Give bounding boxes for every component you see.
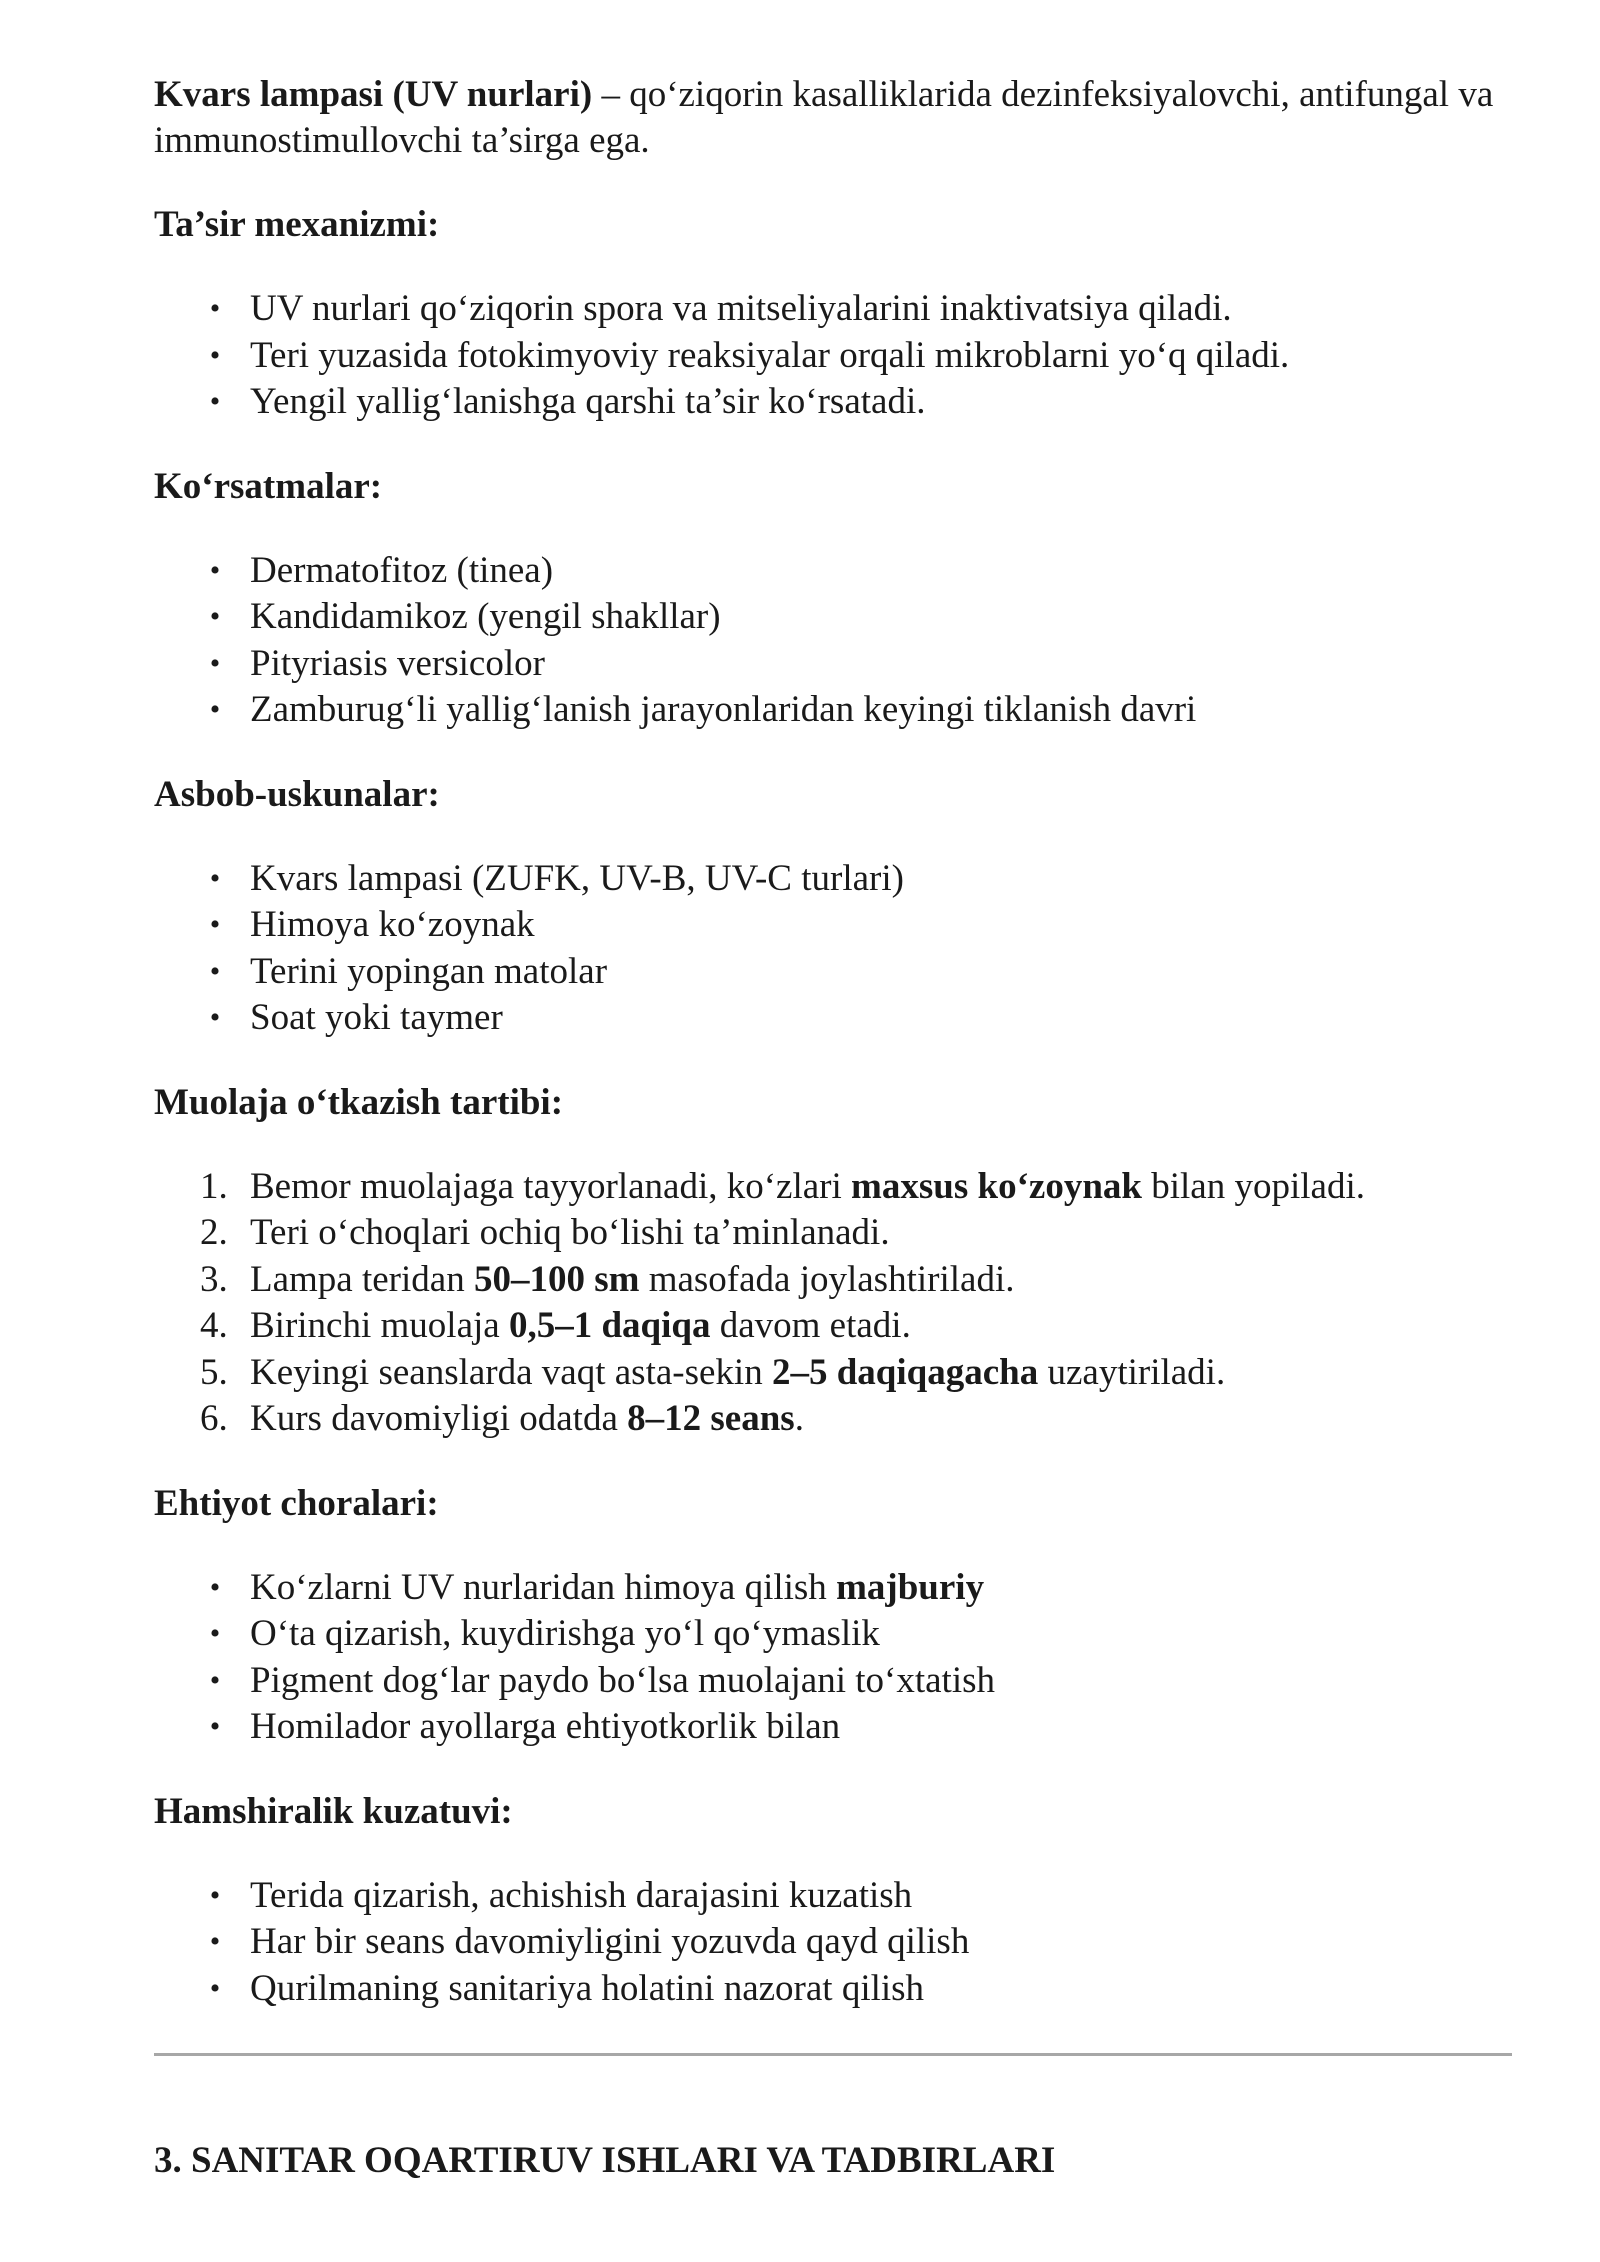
- bullet-icon: •: [209, 954, 221, 988]
- bullet-icon: •: [209, 693, 221, 726]
- bullet-icon: •: [209, 553, 221, 587]
- step-emphasis: maxsus ko‘zoynak: [851, 1165, 1142, 1207]
- list-item-emphasis: majburiy: [836, 1566, 985, 1608]
- step-text: Keyingi seanslarda vaqt asta-sekin: [250, 1351, 772, 1393]
- list-item: [154, 902, 1514, 949]
- section-title: 3. SANITAR OQARTIRUV ISHLARI VA TADBIRLARI: [154, 2140, 1056, 2181]
- list-item: [154, 1658, 1514, 1705]
- nursing-observation-list: [154, 1873, 1514, 2013]
- procedure-steps: [154, 1164, 1514, 1443]
- bullet-icon: •: [209, 1925, 221, 1958]
- list-item: [154, 333, 1514, 380]
- list-item-text: Ko‘zlarni UV nurlaridan himoya qilish: [250, 1566, 837, 1608]
- step-text: Bemor muolajaga tayyorlanadi, ko‘zlari: [250, 1165, 852, 1207]
- heading-indications: Ko‘rsatmalar:: [154, 465, 383, 507]
- list-item: [154, 1873, 1514, 1920]
- bullet-icon: •: [209, 338, 221, 372]
- procedure-step: [154, 1164, 1514, 1211]
- list-item-text: Terida qizarish, achishish darajasini kuzatish: [250, 1874, 913, 1916]
- list-item-text: Yengil yallig‘lanishga qarshi ta’sir ko‘rsatadi.: [250, 381, 926, 422]
- horizontal-divider: [154, 2053, 1512, 2056]
- list-item-text: Kvars lampasi (ZUFK, UV-B, UV-C turlari): [250, 857, 904, 899]
- list-item-text: Teri yuzasida fotokimyoviy reaksiyalar orqali mikroblarni yo‘q qiladi.: [250, 334, 1290, 376]
- procedure-step: [154, 1303, 1514, 1350]
- bullet-icon: •: [209, 1971, 221, 2005]
- heading-procedure: Muolaja o‘tkazish tartibi:: [154, 1081, 564, 1123]
- step-number: 4.: [200, 1305, 228, 1346]
- step-text-end: davom etadi.: [710, 1305, 911, 1346]
- step-text-end: masofada joylashtiriladi.: [639, 1258, 1015, 1300]
- list-item: [154, 1966, 1514, 2013]
- bullet-icon: •: [209, 908, 221, 941]
- bullet-icon: •: [209, 861, 221, 895]
- bullet-icon: •: [209, 646, 221, 680]
- heading-equipment: Asbob-uskunalar:: [154, 773, 440, 815]
- list-item: [154, 1704, 1514, 1751]
- step-text: Kurs davomiyligi odatda: [250, 1398, 628, 1439]
- procedure-step: [154, 1350, 1514, 1397]
- mechanism-list: [154, 286, 1514, 426]
- list-item-text: UV nurlari qo‘ziqorin spora va mitseliyalarini inaktivatsiya qiladi.: [250, 288, 1232, 329]
- step-text-end: uzaytiriladi.: [1038, 1351, 1226, 1393]
- bullet-icon: •: [209, 1001, 221, 1034]
- step-number: 5.: [200, 1351, 228, 1393]
- step-number: 1.: [200, 1165, 228, 1207]
- list-item-text: O‘ta qizarish, kuydirishga yo‘l qo‘ymaslik: [250, 1613, 880, 1654]
- step-text: Lampa teridan: [250, 1258, 474, 1300]
- intro-term: Kvars lampasi (UV nurlari): [154, 74, 593, 115]
- heading-precautions: Ehtiyot choralari:: [154, 1482, 439, 1524]
- step-text-end: bilan yopiladi.: [1141, 1165, 1365, 1207]
- procedure-step: [154, 1396, 1514, 1443]
- bullet-icon: •: [209, 292, 221, 325]
- list-item: [154, 687, 1514, 734]
- step-text-end: .: [794, 1398, 804, 1439]
- heading-mechanism: Ta’sir mexanizmi:: [154, 204, 440, 245]
- list-item: [154, 641, 1514, 688]
- list-item: [154, 1565, 1514, 1612]
- bullet-icon: •: [209, 1878, 221, 1912]
- list-item-text: Zamburug‘li yallig‘lanish jarayonlaridan keyingi tiklanish davri: [250, 689, 1197, 730]
- procedure-step: [154, 1210, 1514, 1257]
- document-page: [154, 72, 1514, 2012]
- precautions-list: [154, 1565, 1514, 1751]
- equipment-list: [154, 856, 1514, 1042]
- step-text: Teri o‘choqlari ochiq bo‘lishi ta’minlanadi.: [250, 1212, 890, 1253]
- bullet-icon: •: [209, 1663, 221, 1697]
- bullet-icon: •: [209, 1617, 221, 1650]
- list-item: [154, 1919, 1514, 1966]
- list-item-text: Dermatofitoz (tinea): [250, 549, 554, 591]
- bullet-icon: •: [209, 1570, 221, 1604]
- list-item: [154, 856, 1514, 903]
- list-item-text: Soat yoki taymer: [250, 997, 503, 1038]
- intro-paragraph: [154, 72, 1514, 164]
- bullet-icon: •: [209, 385, 221, 418]
- step-emphasis: 50–100 sm: [473, 1258, 640, 1300]
- list-item-text: Har bir seans davomiyligini yozuvda qayd qilish: [250, 1921, 970, 1962]
- step-number: 2.: [200, 1212, 228, 1253]
- step-emphasis: 2–5 daqiqagacha: [771, 1351, 1039, 1393]
- step-number: 3.: [200, 1258, 228, 1300]
- bullet-icon: •: [209, 600, 221, 633]
- list-item: [154, 1611, 1514, 1658]
- list-item-text: Qurilmaning sanitariya holatini nazorat qilish: [250, 1967, 925, 2009]
- list-item: [154, 995, 1514, 1042]
- list-item-text: Kandidamikoz (yengil shakllar): [250, 596, 721, 637]
- list-item: [154, 548, 1514, 595]
- list-item: [154, 594, 1514, 641]
- list-item: [154, 949, 1514, 996]
- list-item: [154, 379, 1514, 426]
- bullet-icon: •: [209, 1710, 221, 1743]
- list-item: [154, 286, 1514, 333]
- list-item-text: Pityriasis versicolor: [250, 642, 545, 684]
- indications-list: [154, 548, 1514, 734]
- intro-text: – qo‘ziqorin kasalliklarida dezinfeksiyalovchi, antifungal va immunostimullovchi ta’sirga ega.: [154, 74, 1494, 161]
- step-emphasis: 0,5–1 daqiqa: [508, 1305, 711, 1346]
- step-emphasis: 8–12 seans: [627, 1398, 795, 1439]
- list-item-text: Terini yopingan matolar: [250, 950, 608, 992]
- list-item-text: Pigment dog‘lar paydo bo‘lsa muolajani to‘xtatish: [250, 1659, 996, 1701]
- procedure-step: [154, 1257, 1514, 1304]
- step-text: Birinchi muolaja: [250, 1305, 509, 1346]
- heading-nursing-observation: Hamshiralik kuzatuvi:: [154, 1790, 513, 1832]
- step-number: 6.: [200, 1398, 228, 1439]
- list-item-text: Homilador ayollarga ehtiyotkorlik bilan: [250, 1706, 841, 1747]
- list-item-text: Himoya ko‘zoynak: [250, 904, 535, 945]
